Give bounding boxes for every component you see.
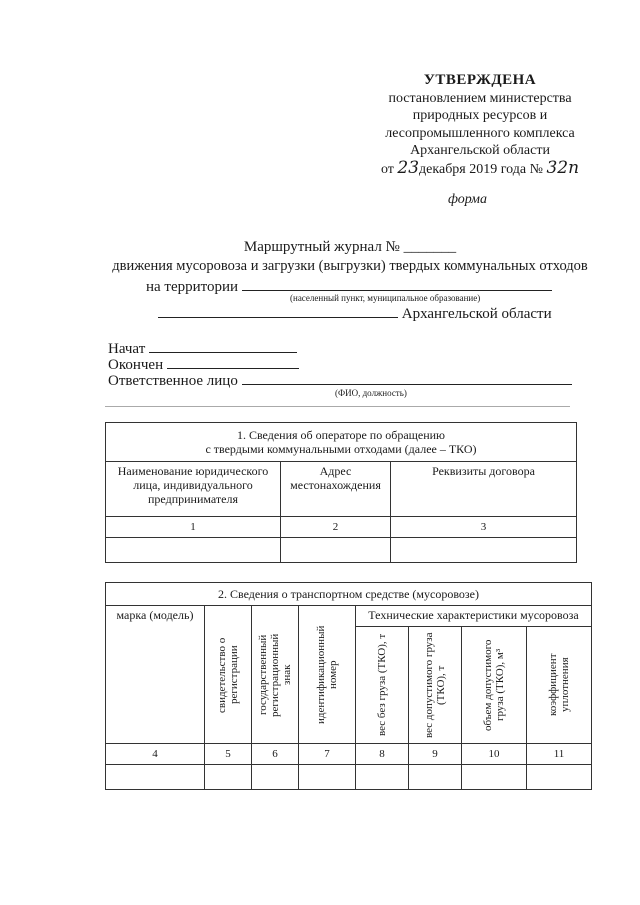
col-num-3: 3 — [391, 517, 577, 538]
section1-title-line2: с твердыми коммунальными отходами (далее – ТКО) — [205, 442, 477, 456]
empty-cell — [356, 765, 409, 790]
header-brand: марка (модель) — [106, 606, 205, 744]
approval-line-4: Архангельской области — [410, 143, 550, 158]
separator-line — [105, 406, 570, 407]
col-num-9: 9 — [409, 744, 462, 765]
region-blank — [158, 303, 398, 318]
operator-table — [105, 422, 577, 563]
col-num-7: 7 — [299, 744, 356, 765]
empty-cell — [391, 538, 577, 563]
header-address: Адрес местонахождения — [281, 462, 391, 517]
approval-line-1: постановлением министерства — [388, 90, 572, 106]
section2-title: 2. Сведения о транспортном средстве (мусоровозе) — [106, 583, 592, 606]
journal-header — [100, 238, 600, 276]
header-weight — [356, 627, 409, 744]
table-row — [106, 765, 592, 790]
header-operator-name: Наименование юридического лица, индивидуального предпринимателя — [106, 462, 281, 517]
table-row — [106, 744, 592, 765]
form-label: форма — [448, 192, 487, 207]
empty-cell — [106, 538, 281, 563]
territory-blank — [242, 276, 552, 291]
territory-caption: (населенный пункт, муниципальное образование) — [290, 293, 481, 303]
empty-cell — [462, 765, 527, 790]
header-coefficient — [527, 627, 592, 744]
header-allowed-text: вес допустимого груза (ТКО), т — [423, 632, 447, 738]
table-row — [106, 423, 577, 462]
date-day: 23 — [397, 157, 420, 178]
date-rest: декабря 2019 года № — [419, 161, 547, 177]
empty-cell — [409, 765, 462, 790]
col-num-8: 8 — [356, 744, 409, 765]
header-registration-text: свидетельство о регистрации — [216, 636, 240, 713]
responsible-label: Ответственное лицо — [108, 373, 238, 389]
header-coefficient-text: коэффициент уплотнения — [547, 653, 571, 717]
journal-title: Маршрутный журнал № _______ — [243, 239, 457, 255]
start-label: Начат — [108, 341, 146, 357]
section1-title-line1: 1. Сведения об операторе по обращению — [236, 428, 446, 442]
responsible-row — [108, 370, 572, 390]
territory-label: на территории — [146, 279, 239, 295]
table-row — [106, 462, 577, 517]
approval-line-2: природных ресурсов и — [412, 108, 548, 123]
table-row — [106, 606, 592, 627]
decree-number: 32п — [546, 157, 580, 178]
table-row — [106, 583, 592, 606]
header-volume — [462, 627, 527, 744]
col-num-2: 2 — [281, 517, 391, 538]
region-row — [158, 303, 552, 323]
start-blank — [149, 338, 297, 353]
section1-title — [106, 423, 577, 462]
header-volume-text: объем допустимого груза (ТКО), м³ — [482, 639, 506, 731]
region-label: Архангельской области — [401, 306, 552, 322]
empty-cell — [299, 765, 356, 790]
header-plate — [252, 606, 299, 744]
table-row — [106, 517, 577, 538]
col-num-4: 4 — [106, 744, 205, 765]
empty-cell — [252, 765, 299, 790]
header-allowed — [409, 627, 462, 744]
approval-heading: УТВЕРЖДЕНА — [423, 72, 537, 88]
col-num-11: 11 — [527, 744, 592, 765]
col-num-6: 6 — [252, 744, 299, 765]
vehicle-table — [105, 582, 592, 790]
header-tech: Технические характеристики мусоровоза — [356, 606, 592, 627]
col-num-10: 10 — [462, 744, 527, 765]
responsible-caption: (ФИО, должность) — [335, 388, 407, 398]
header-weight-text: вес без груза (ТКО), т — [376, 633, 388, 737]
approval-stamp — [360, 72, 600, 178]
empty-cell — [527, 765, 592, 790]
header-id-number-text: идентификационный номер — [315, 625, 339, 724]
table-row — [106, 538, 577, 563]
date-prefix: от — [380, 161, 398, 177]
approval-date — [360, 157, 600, 179]
header-contract: Реквизиты договора — [391, 462, 577, 517]
empty-cell — [281, 538, 391, 563]
header-plate-text: государственный регистрационный знак — [257, 632, 293, 717]
journal-subtitle: движения мусоровоза и загрузки (выгрузки) твердых коммунальных отходов — [112, 258, 588, 274]
end-label: Окончен — [108, 357, 164, 373]
end-blank — [167, 354, 299, 369]
col-num-5: 5 — [205, 744, 252, 765]
empty-cell — [205, 765, 252, 790]
header-registration — [205, 606, 252, 744]
header-id-number — [299, 606, 356, 744]
empty-cell — [106, 765, 205, 790]
responsible-blank — [242, 370, 572, 385]
approval-line-3: лесопромышленного комплекса — [385, 125, 575, 141]
col-num-1: 1 — [106, 517, 281, 538]
